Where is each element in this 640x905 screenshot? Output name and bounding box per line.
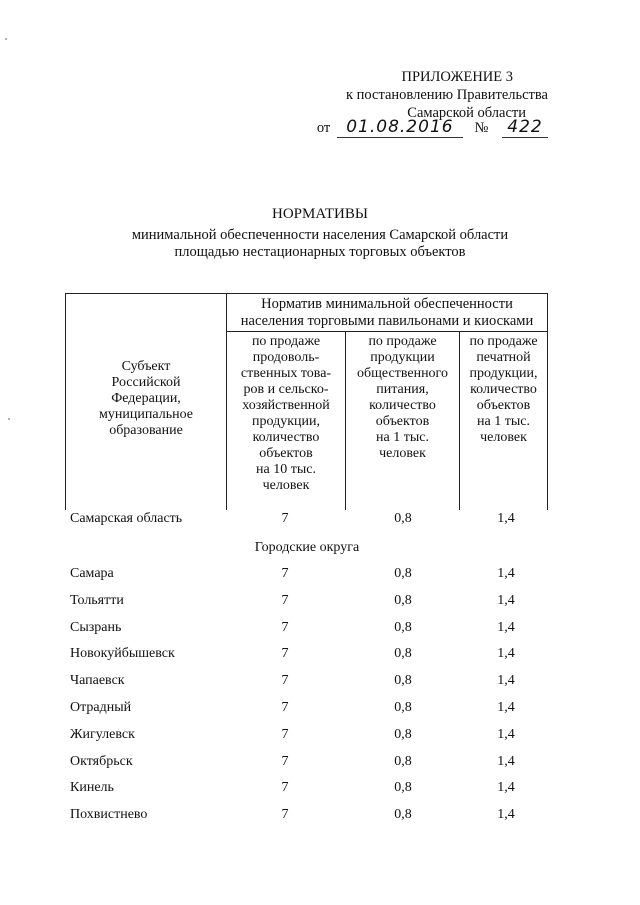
row-name: Кинель: [70, 780, 114, 795]
header-col-print-line: количество: [470, 382, 537, 397]
table-right-border: [547, 293, 548, 510]
header-col-print: [460, 334, 547, 446]
header-col-food: [227, 334, 345, 494]
header-subject-line: Федерации,: [111, 391, 181, 406]
header-col-catering: [346, 334, 459, 462]
header-col-food-line: ров и сельско-: [243, 382, 329, 397]
handwritten-date: 01.08.2016: [337, 118, 463, 138]
row-value-print: 1,4: [497, 566, 515, 581]
row-name: Чапаевск: [70, 673, 125, 688]
row-value-catering: 0,8: [394, 780, 412, 795]
row-value-catering: 0,8: [394, 754, 412, 769]
row-value-print: 1,4: [497, 620, 515, 635]
header-col-catering-line: человек: [379, 446, 426, 461]
header-col-food-line: по продаже: [251, 334, 321, 349]
row-value-catering: 0,8: [394, 620, 412, 635]
row-value-catering: 0,8: [394, 673, 412, 688]
header-col-print-line: человек: [480, 430, 527, 445]
header-col-catering-line: на 1 тыс.: [376, 430, 429, 445]
row-value-food: 7: [281, 620, 289, 635]
header-col-food-line: на 10 тыс.: [256, 462, 316, 477]
header-col-food-line: продоволь-: [252, 350, 320, 365]
row-name: Похвистнево: [70, 807, 148, 822]
appendix-title: ПРИЛОЖЕНИЕ 3: [401, 69, 513, 85]
scan-speck: [8, 418, 10, 420]
row-value-food: 7: [281, 754, 289, 769]
row-name: Жигулевск: [70, 727, 135, 742]
row-value-food: 7: [281, 673, 289, 688]
header-subject-line: образование: [109, 423, 183, 438]
appendix-block: [288, 68, 548, 122]
row-value-catering: 0,8: [394, 807, 412, 822]
header-col-catering-line: общественного: [357, 366, 448, 381]
header-col-catering-line: по продаже: [368, 334, 437, 349]
row-value-catering: 0,8: [394, 646, 412, 661]
row-value-print: 1,4: [497, 511, 515, 526]
row-value-print: 1,4: [497, 673, 515, 688]
row-value-food: 7: [281, 780, 289, 795]
document-subtitle-line1: минимальной обеспеченности населения Самарской области: [131, 227, 509, 243]
row-value-print: 1,4: [497, 646, 515, 661]
row-value-food: 7: [281, 593, 289, 608]
header-col-food-line: количество: [252, 430, 320, 445]
scan-speck: [5, 38, 7, 40]
header-col-food-line: объектов: [259, 446, 313, 461]
header-col-catering-line: количество: [369, 398, 436, 413]
group-header-divider: [226, 331, 548, 332]
header-col-print-line: на 1 тыс.: [477, 414, 530, 429]
document-subtitle-line2: площадью нестационарных торговых объектов: [174, 244, 466, 260]
row-name: Октябрьск: [70, 754, 133, 769]
appendix-to: к постановлению Правительства: [346, 87, 548, 103]
header-col-catering-line: продукции: [370, 350, 435, 365]
table-top-border: [65, 293, 548, 294]
row-value-catering: 0,8: [394, 727, 412, 742]
row-value-print: 1,4: [497, 754, 515, 769]
header-col-print-line: продукции,: [469, 366, 538, 381]
row-value-print: 1,4: [497, 593, 515, 608]
row-value-catering: 0,8: [394, 566, 412, 581]
header-subject-line: муниципальное: [99, 407, 193, 422]
header-subject-line: Российской: [111, 375, 181, 390]
row-value-print: 1,4: [497, 727, 515, 742]
header-col-print-line: по продаже: [469, 334, 538, 349]
row-value-food: 7: [281, 646, 289, 661]
row-name: Сызрань: [70, 620, 122, 635]
row-name: Новокуйбышевск: [70, 646, 175, 661]
row-value-food: 7: [281, 566, 289, 581]
number-sign: №: [474, 120, 489, 136]
row-name: Самарская область: [70, 511, 183, 526]
row-value-food: 7: [281, 700, 289, 715]
header-col-food-line: продукции,: [252, 414, 320, 429]
handwritten-number: 422: [502, 118, 548, 138]
appendix-region: Самарской области: [407, 105, 526, 121]
row-value-catering: 0,8: [394, 593, 412, 608]
section-label: Городские округа: [254, 540, 360, 555]
row-value-food: 7: [281, 727, 289, 742]
row-name: Самара: [70, 566, 114, 581]
header-subject: [66, 359, 226, 439]
row-value-print: 1,4: [497, 780, 515, 795]
row-value-print: 1,4: [497, 700, 515, 715]
header-col-print-line: печатной: [476, 350, 531, 365]
header-col-catering-line: питания,: [376, 382, 429, 397]
row-value-catering: 0,8: [394, 511, 412, 526]
header-col-catering-line: объектов: [375, 414, 430, 429]
row-name: Отрадный: [70, 700, 132, 715]
header-col-food-line: человек: [262, 478, 310, 493]
header-group-line: Норматив минимальной обеспеченности: [261, 296, 513, 312]
document-title: НОРМАТИВЫ: [272, 206, 368, 222]
header-col-food-line: ственных това-: [240, 366, 332, 381]
header-col-food-line: хозяйственной: [242, 398, 330, 413]
row-value-print: 1,4: [497, 807, 515, 822]
date-prefix: от: [316, 120, 331, 136]
header-group-line: населения торговыми павильонами и киосками: [240, 313, 534, 329]
header-group: [227, 296, 547, 330]
row-value-food: 7: [281, 511, 289, 526]
row-value-catering: 0,8: [394, 700, 412, 715]
header-col-print-line: объектов: [476, 398, 531, 413]
header-subject-line: Субъект: [121, 359, 171, 374]
date-number-line: [317, 118, 548, 142]
row-value-food: 7: [281, 807, 289, 822]
row-name: Тольятти: [70, 593, 124, 608]
